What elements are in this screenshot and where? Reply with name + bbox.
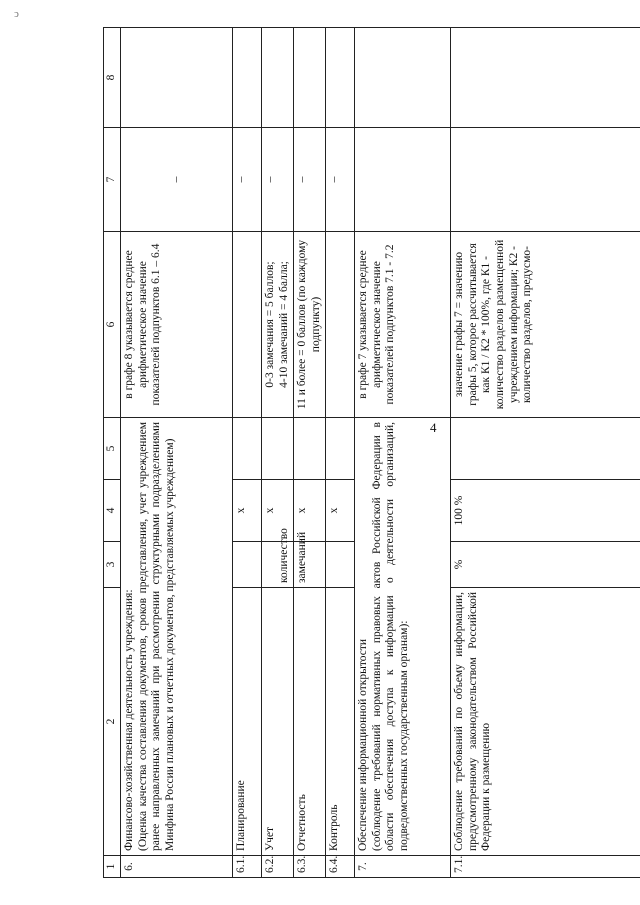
calc-note: в графе 7 указывается среднее арифметическое значение показателей подпунктов 7.1 - 7.2 [355,232,451,418]
row-name: Планирование [233,588,262,856]
header-cell: 1 [104,856,121,878]
dash-cell: – [326,128,355,232]
header-cell: 2 [104,588,121,856]
x-mark: х [262,480,294,542]
empty-cell [326,542,355,588]
dash-cell: – [233,128,262,232]
row-number: 6. [121,856,233,878]
table-row [121,28,233,878]
header-cell: 4 [104,480,121,542]
row-number: 7. [355,856,451,878]
row-number: 7.1. [451,856,640,878]
score-line: 4-10 замечаний = 4 балла; [277,261,290,388]
empty-cell [451,28,640,128]
x-mark: х [326,480,355,542]
row-number: 6.2. [262,856,294,878]
header-cell: 8 [104,28,121,128]
row-name: Учет [262,588,294,856]
x-mark: х [233,480,262,542]
row-number: 6.1. [233,856,262,878]
table-row [294,28,326,878]
section-description: (Оценка качества составления документов, сроков представления, учет учреждением ранее направленных замечаний при рассмотрении структурными подразделениями Минфина России плановых и отчетных документов, представляемых учреждением) [136,422,176,851]
row-number: 6.3. [294,856,326,878]
header-cell: 6 [104,232,121,418]
table-row [262,28,294,878]
table-row [233,28,262,878]
empty-cell [294,418,326,480]
calc-note: в графе 8 указывается среднее арифметическое значение показателей подпунктов 6.1 – 6.4 [121,232,233,418]
empty-cell [233,28,262,128]
row-name: Контроль [326,588,355,856]
scan-mark: ↄ [14,8,19,20]
page-number: 4 [430,420,437,435]
empty-cell [233,232,262,418]
section-title-cell [121,418,233,856]
header-cell: 3 [104,542,121,588]
empty-cell [326,232,355,418]
dash-cell: – [262,128,294,232]
row-name: Соблюдение требований по объему информации, предусмотренному законодательством Российской Федерации к размещению [451,588,640,856]
unit-cell: % [451,542,640,588]
score-line: 0-3 замечания = 5 баллов; [264,261,276,388]
row-name: Отчетность [294,588,326,856]
table-row [355,28,451,878]
empty-cell [451,128,640,232]
header-cell: 7 [104,128,121,232]
section-title: Обеспечение информационной открытости [357,638,370,851]
empty-cell [233,418,262,480]
dash-cell: – [121,128,233,232]
section-title: Финансово-хозяйственная деятельность учреждения: [123,589,135,851]
score-note [262,232,294,418]
section-title-cell [355,418,451,856]
table-row [326,28,355,878]
target-value: 100 % [451,480,640,542]
x-mark: х [294,480,326,542]
criteria-table [103,27,640,878]
empty-cell [355,128,451,232]
empty-cell [121,28,233,128]
empty-cell [326,28,355,128]
dash-cell: – [294,128,326,232]
header-row [104,28,121,878]
unit-cell: замечаний [294,542,326,588]
empty-cell [355,28,451,128]
score-note: 11 и более = 0 баллов (по каждому подпункту) [294,232,326,418]
rotated-table-page [103,28,640,878]
header-cell: 5 [104,418,121,480]
empty-cell [326,418,355,480]
empty-cell [451,418,640,480]
empty-cell [233,542,262,588]
unit-cell: количество [262,542,294,588]
empty-cell [262,418,294,480]
section-description: (соблюдение требований нормативных правовых актов Российской Федерации в области обеспечения доступа к информации о деятельности организаций, подведомственных государственным органам): [370,422,410,851]
calc-note: значение графы 7 = значению графы 5, которое рассчитывается как К1 / К2 * 100%, где К1 - количество разделов размещенной учреждением информации; К2 - количество разделов, предусмо- [451,232,640,418]
empty-cell [262,28,294,128]
empty-cell [294,28,326,128]
row-number: 6.4. [326,856,355,878]
table-row [451,28,640,878]
